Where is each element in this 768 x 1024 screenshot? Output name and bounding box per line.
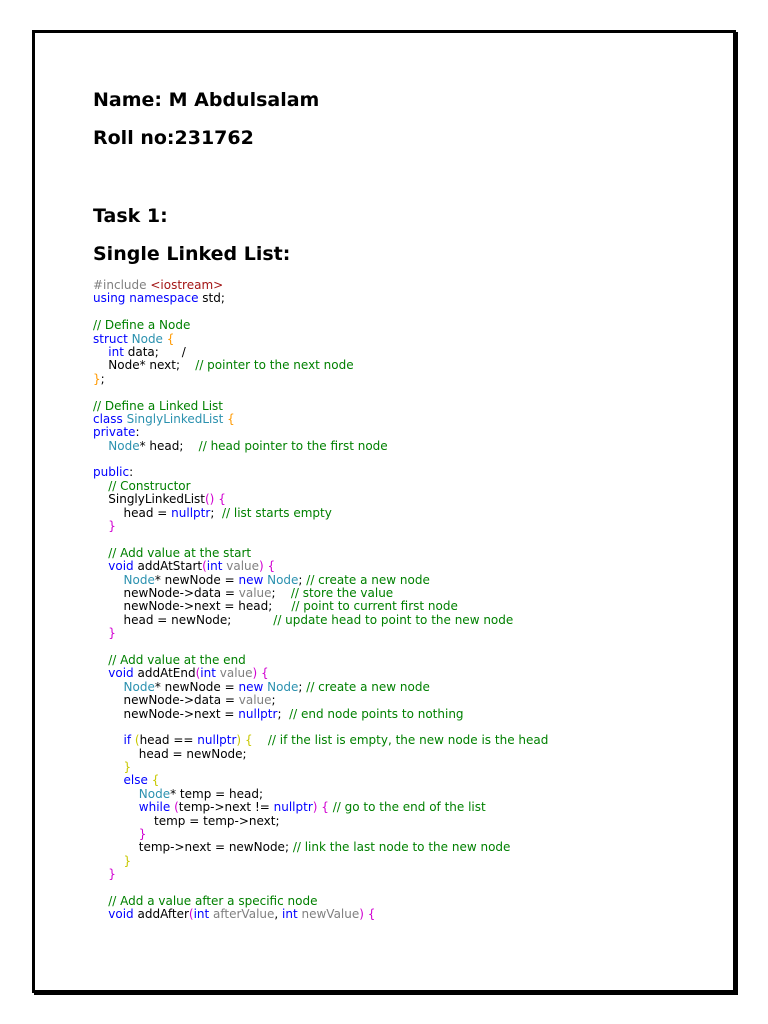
code-token: // Define a Node (93, 318, 191, 333)
code-token: ; (277, 706, 290, 721)
code-line (93, 587, 548, 600)
code-line (93, 895, 548, 908)
code-line (93, 694, 548, 707)
code-token: private (93, 425, 136, 440)
code-token: data; / (127, 344, 186, 359)
code-line (93, 774, 548, 787)
code-token: nullptr (197, 733, 237, 748)
code-line (93, 841, 548, 854)
code-token: nullptr (238, 706, 278, 721)
code-line (93, 440, 548, 453)
code-line (93, 346, 548, 359)
code-token: // Add a value after a specific node (108, 893, 318, 908)
code-token: ( (134, 733, 140, 748)
code-line (93, 547, 548, 560)
code-token: ) (359, 907, 364, 922)
code-token: #include (93, 278, 151, 292)
code-token: * newNode = (154, 679, 239, 694)
code-token: Node (123, 572, 155, 587)
code-token: void (108, 907, 138, 922)
code-line (93, 654, 548, 667)
code-token (93, 680, 124, 694)
code-token: // Add value at the end (108, 652, 246, 667)
code-token: Node (123, 679, 155, 694)
code-token (93, 479, 108, 493)
code-token: ) (259, 559, 264, 574)
code-token: struct (93, 331, 132, 346)
code-line (93, 882, 548, 895)
code-token: } (138, 827, 147, 842)
code-token: temp = temp->next; (93, 813, 280, 828)
code-line (93, 386, 548, 399)
code-token: } (123, 853, 132, 868)
section-title: Single Linked List: (93, 243, 291, 265)
code-token: , (274, 907, 283, 922)
student-name: Name: M Abdulsalam (93, 89, 320, 111)
code-line (93, 641, 548, 654)
code-line (93, 721, 548, 734)
code-token (253, 733, 268, 747)
roll-number: Roll no:231762 (93, 127, 254, 149)
code-token: value (238, 693, 272, 708)
code-token: } (93, 371, 101, 386)
code-line (93, 761, 548, 774)
code-token (93, 546, 108, 560)
code-token: // Define a Linked List (93, 398, 223, 413)
code-token: { (166, 331, 175, 346)
code-line (93, 828, 548, 841)
code-token: void (108, 559, 138, 574)
code-token (93, 666, 108, 680)
code-token: Node (138, 786, 171, 801)
code-line (93, 493, 548, 506)
code-token: value (219, 666, 253, 681)
code-token: newValue (301, 907, 360, 922)
code-token (93, 439, 108, 453)
code-token (93, 854, 124, 868)
code-line (93, 279, 548, 292)
code-line (93, 627, 548, 640)
code-token: Node (108, 438, 140, 453)
code-line (93, 600, 548, 613)
code-token: else (123, 773, 152, 788)
code-token: { (227, 411, 235, 426)
code-token: // if the list is empty, the new node is the head (267, 733, 549, 748)
code-token: { (367, 907, 376, 922)
code-token: Node (267, 679, 299, 694)
code-line (93, 292, 548, 305)
code-line (93, 520, 548, 533)
code-line (93, 734, 548, 747)
code-token: while (138, 800, 175, 815)
code-token: // Constructor (108, 478, 191, 493)
code-token: new (238, 679, 268, 694)
code-token: addAtStart (137, 559, 203, 574)
code-token: void (108, 666, 138, 681)
code-token: head == (139, 733, 198, 748)
code-token (93, 787, 139, 801)
code-line (93, 466, 548, 479)
code-token (93, 827, 139, 841)
code-token: newNode->next = head; (93, 599, 292, 614)
code-line (93, 333, 548, 346)
code-token: ( (188, 907, 194, 922)
code-token: ; (298, 679, 307, 694)
code-token: nullptr (171, 505, 211, 520)
code-token (93, 519, 108, 533)
code-token (93, 907, 108, 921)
code-token: : (129, 465, 134, 480)
code-line (93, 373, 548, 386)
code-token: ( (174, 800, 179, 815)
code-token: // store the value (290, 585, 394, 600)
code-token: ) (252, 666, 258, 681)
code-token: Node (267, 572, 299, 587)
code-token: // go to the end of the list (332, 800, 486, 815)
code-token (93, 800, 139, 814)
code-token: // create a new node (306, 572, 430, 587)
code-token: // pointer to the next node (195, 358, 354, 373)
code-token: head = newNode; (93, 746, 247, 761)
code-token (93, 760, 124, 774)
code-token: addAfter (137, 907, 189, 922)
code-line (93, 507, 548, 520)
code-token: ; (100, 371, 105, 386)
code-line (93, 453, 548, 466)
code-token: // end node points to nothing (289, 706, 464, 721)
code-line (93, 560, 548, 573)
code-token: head = newNode; (93, 612, 274, 627)
code-token: public (93, 465, 130, 480)
code-token: ; (271, 585, 291, 600)
code-token: int (193, 907, 214, 922)
code-token (93, 653, 108, 667)
code-token: ; (271, 693, 276, 708)
code-token: if (123, 733, 135, 748)
code-token: // list starts empty (221, 505, 332, 520)
code-token: // update head to point to the new node (273, 612, 514, 627)
code-token: int (206, 559, 227, 574)
code-token (93, 773, 124, 787)
code-line (93, 306, 548, 319)
code-token: Node (131, 331, 167, 346)
code-token (93, 345, 108, 359)
code-token: // head pointer to the first node (198, 438, 388, 453)
code-line (93, 681, 548, 694)
code-line (93, 480, 548, 493)
code-token: new (238, 572, 268, 587)
code-token (93, 733, 124, 747)
code-token: ( (202, 559, 207, 574)
code-token: SinglyLinkedList (126, 411, 228, 426)
code-token: { (267, 559, 276, 574)
code-token: newNode->data = (93, 693, 239, 708)
code-token (93, 867, 108, 881)
code-line (93, 426, 548, 439)
code-token: ( (195, 666, 201, 681)
code-token: : (135, 425, 140, 440)
code-token: * head; (139, 438, 199, 453)
code-line (93, 788, 548, 801)
code-token: int (200, 666, 220, 681)
code-token: addAtEnd (137, 666, 196, 681)
code-token: value (238, 585, 272, 600)
code-line (93, 400, 548, 413)
code-token: int (108, 344, 128, 359)
code-line (93, 815, 548, 828)
code-token: int (282, 907, 302, 922)
code-token: } (123, 760, 132, 775)
code-line (93, 574, 548, 587)
code-token: <iostream> (150, 278, 224, 292)
code-token: SinglyLinkedList (93, 492, 205, 507)
code-token: newNode->data = (93, 585, 239, 600)
code-token: { (321, 800, 329, 815)
code-line (93, 533, 548, 546)
code-token: std; (202, 291, 225, 306)
code-token: newNode->next = (93, 706, 239, 721)
code-token (93, 573, 124, 587)
code-token: nullptr (273, 800, 313, 815)
code-token: * temp = head; (170, 786, 264, 801)
code-line (93, 413, 548, 426)
code-token: ) (312, 800, 318, 815)
task-title: Task 1: (93, 205, 168, 227)
code-token: Node* next; (93, 358, 196, 373)
code-token: * newNode = (154, 572, 239, 587)
code-token: class (93, 411, 127, 426)
code-token (93, 626, 108, 640)
code-line (93, 319, 548, 332)
code-token (93, 559, 108, 573)
code-line (93, 748, 548, 761)
code-token: using namespace (93, 291, 203, 306)
code-line (93, 801, 548, 814)
code-token: // Add value at the start (108, 545, 252, 560)
code-token: afterValue (213, 907, 275, 922)
code-line (93, 614, 548, 627)
code-line (93, 708, 548, 721)
code-token: temp->next != (178, 800, 274, 815)
code-listing (93, 279, 548, 922)
code-line (93, 855, 548, 868)
code-token: ) (236, 733, 242, 748)
code-token: } (108, 867, 116, 882)
code-token: ; (210, 505, 222, 520)
code-token: temp->next = newNode; (93, 840, 293, 855)
code-token: } (108, 519, 116, 534)
code-line (93, 908, 548, 921)
code-token: // create a new node (306, 679, 430, 694)
code-token: () (205, 492, 215, 507)
code-token: } (108, 626, 116, 641)
code-token: ; (298, 572, 307, 587)
code-line (93, 359, 548, 372)
code-token: { (151, 773, 160, 788)
code-token (93, 894, 108, 908)
code-line (93, 667, 548, 680)
code-token: // point to current first node (291, 599, 458, 614)
code-token: // link the last node to the new node (292, 840, 511, 855)
code-token: { (261, 666, 269, 681)
code-token: { (218, 492, 226, 507)
code-token: value (226, 559, 260, 574)
code-token: head = (93, 505, 172, 520)
code-line (93, 868, 548, 881)
code-token: { (244, 733, 253, 748)
